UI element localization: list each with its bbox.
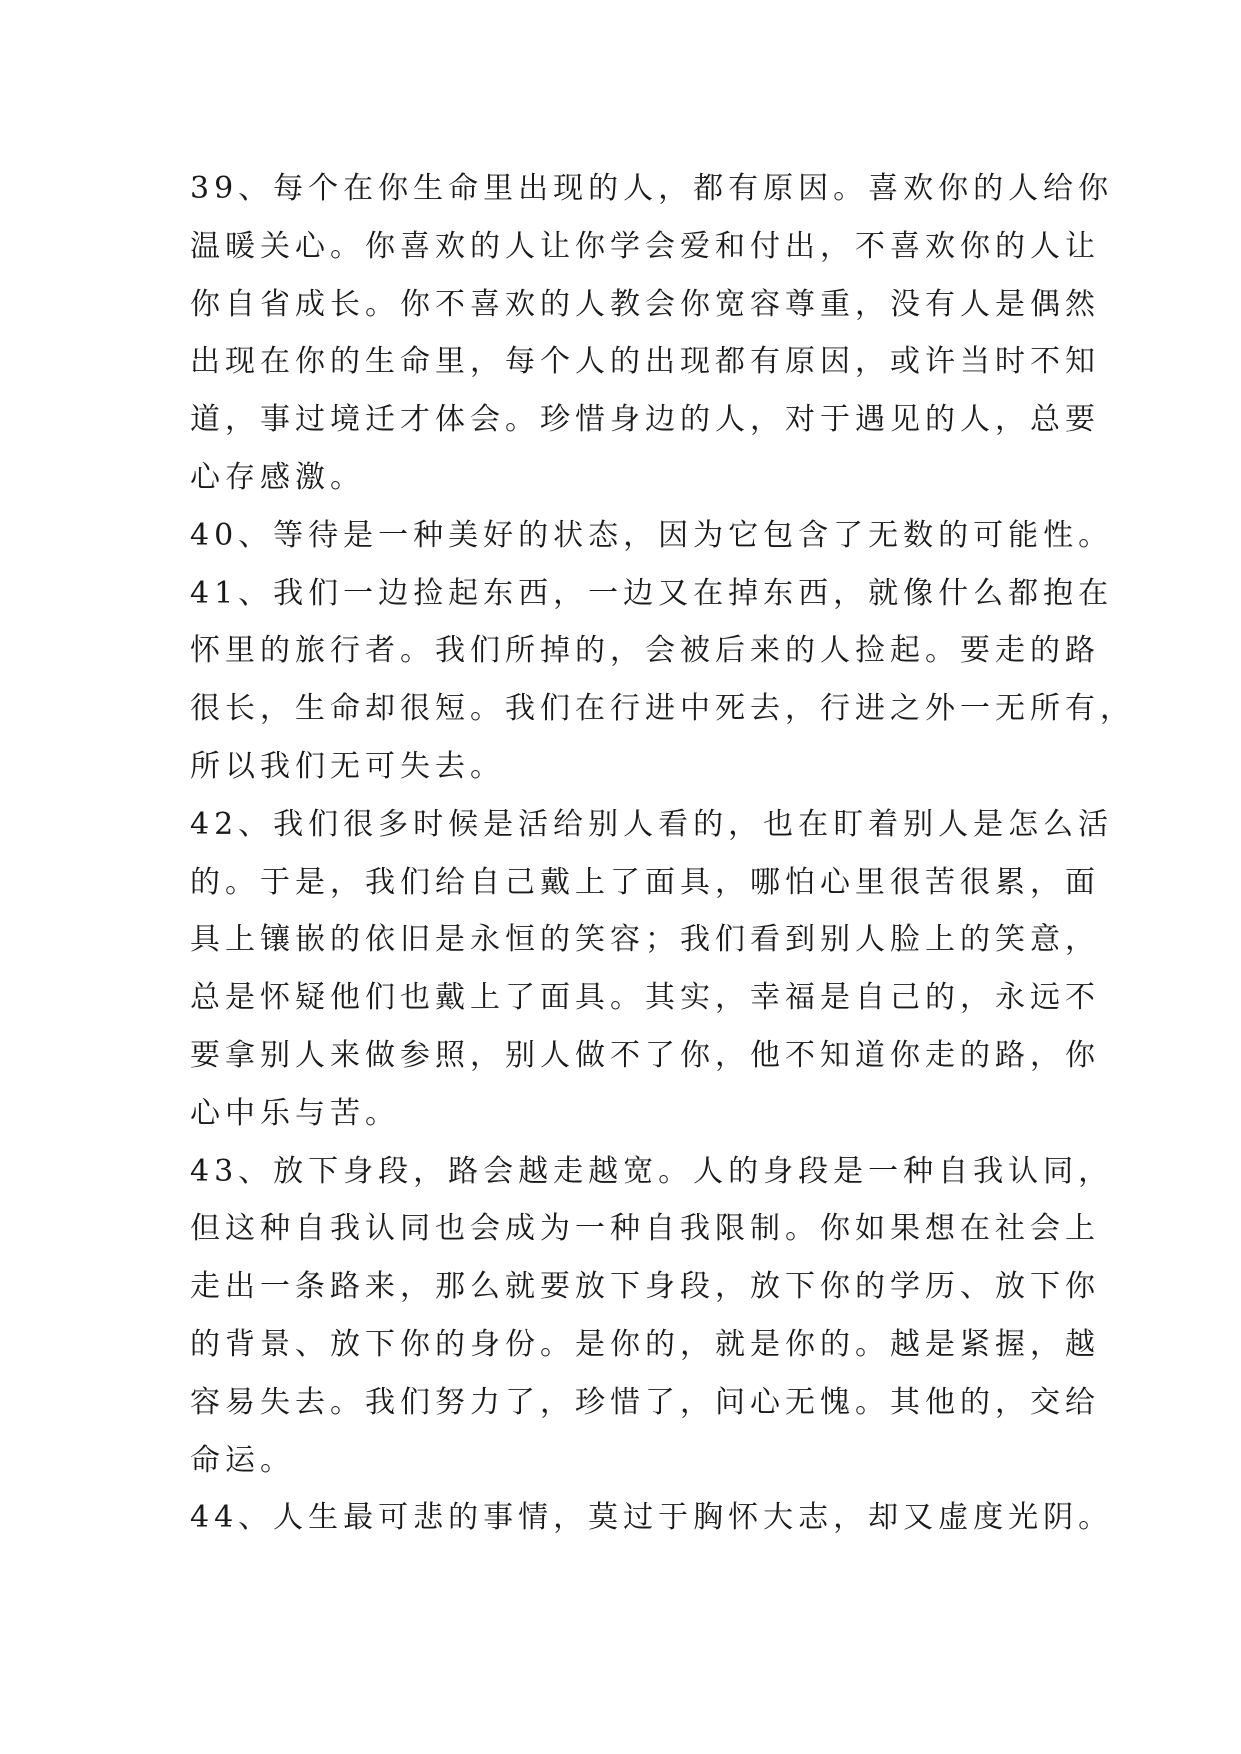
text-line: 44、人生最可悲的事情，莫过于胸怀大志，却又虚度光阴。 bbox=[190, 1500, 1114, 1536]
text-line: 怀里的旅行者。我们所掉的，会被后来的人捡起。要走的路 bbox=[190, 633, 1100, 669]
text-line: 出现在你的生命里，每个人的出现都有原因，或许当时不知 bbox=[190, 344, 1100, 380]
text-line: 容易失去。我们努力了，珍惜了，问心无愧。其他的，交给 bbox=[190, 1384, 1100, 1420]
document-body bbox=[190, 160, 1135, 1547]
text-line: 心中乐与苦。 bbox=[190, 1095, 400, 1131]
text-line: 总是怀疑他们也戴上了面具。其实，幸福是自己的，永远不 bbox=[190, 980, 1100, 1016]
text-line: 你自省成长。你不喜欢的人教会你宽容尊重，没有人是偶然 bbox=[190, 286, 1100, 322]
text-line: 43、放下身段，路会越走越宽。人的身段是一种自我认同， bbox=[190, 1153, 1114, 1189]
text-line: 39、每个在你生命里出现的人，都有原因。喜欢你的人给你 bbox=[190, 171, 1114, 206]
text-line: 的。于是，我们给自己戴上了面具，哪怕心里很苦很累，面 bbox=[190, 864, 1100, 900]
text-line: 的背景、放下你的身份。是你的，就是你的。越是紧握，越 bbox=[190, 1326, 1100, 1362]
text-line: 41、我们一边捡起东西，一边又在掉东西，就像什么都抱在 bbox=[190, 575, 1114, 611]
text-line: 具上镶嵌的依旧是永恒的笑容；我们看到别人脸上的笑意， bbox=[190, 922, 1100, 958]
text-line: 心存感激。 bbox=[190, 459, 365, 495]
text-line: 很长，生命却很短。我们在行进中死去，行进之外一无所有， bbox=[190, 691, 1135, 727]
text-line: 但这种自我认同也会成为一种自我限制。你如果想在社会上 bbox=[190, 1211, 1100, 1247]
text-line: 40、等待是一种美好的状态，因为它包含了无数的可能性。 bbox=[190, 517, 1114, 553]
text-line: 要拿别人来做参照，别人做不了你，他不知道你走的路，你 bbox=[190, 1037, 1100, 1073]
text-line: 42、我们很多时候是活给别人看的，也在盯着别人是怎么活 bbox=[190, 806, 1114, 842]
text-line: 走出一条路来，那么就要放下身段，放下你的学历、放下你 bbox=[190, 1269, 1100, 1305]
text-line: 所以我们无可失去。 bbox=[190, 748, 505, 784]
text-line: 道，事过境迁才体会。珍惜身边的人，对于遇见的人，总要 bbox=[190, 402, 1100, 438]
text-line: 命运。 bbox=[190, 1442, 295, 1478]
text-line: 温暖关心。你喜欢的人让你学会爱和付出，不喜欢你的人让 bbox=[190, 228, 1100, 264]
